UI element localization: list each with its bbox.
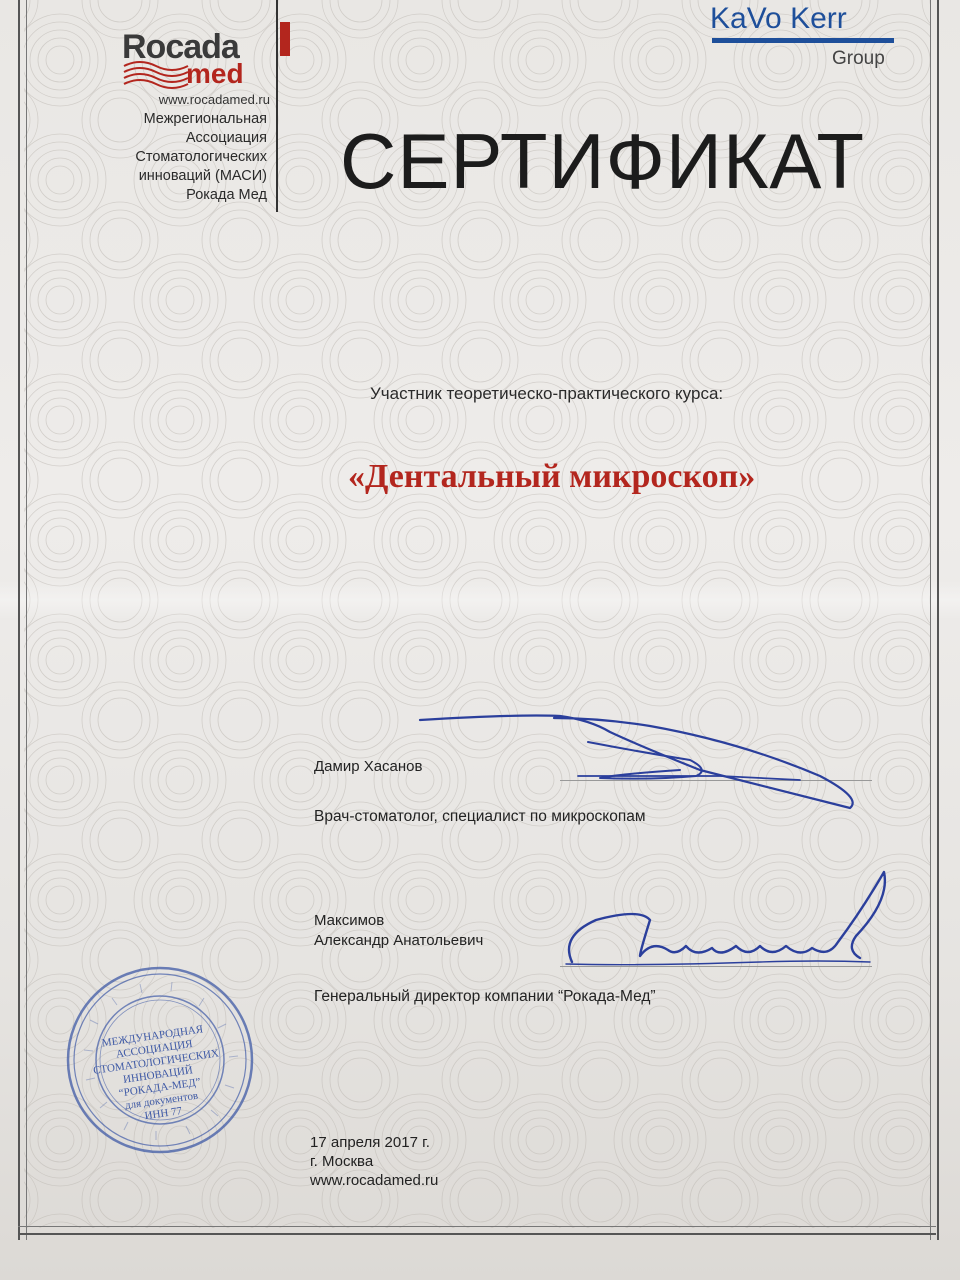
course-name: «Дентальный микроскоп» xyxy=(348,458,756,495)
rocada-url: www.rocadamed.ru xyxy=(158,92,270,107)
association-name: Межрегиональная Ассоциация Стоматологических инноваций (МАСИ) Рокада Мед xyxy=(135,111,267,203)
seal-stamp-text: МЕЖДУНАРОДНАЯ АССОЦИАЦИЯ СТОМАТОЛОГИЧЕСКИХ ИННОВАЦИЙ “РОКАДА-МЕД” для документов ИНН 77 xyxy=(92,1023,220,1123)
kavo-logo-word: KaVo Kerr xyxy=(710,2,847,35)
signatory-1-position: Врач-стоматолог, специалист по микроскопам xyxy=(314,808,646,825)
frame-left-border xyxy=(18,0,27,1240)
kavo-logo-bar xyxy=(712,38,894,43)
frame-bottom-border xyxy=(18,1226,936,1235)
certificate-title: СЕРТИФИКАТ xyxy=(340,117,865,205)
paper-fold xyxy=(0,580,960,620)
signatory-2-line xyxy=(560,966,872,967)
frame-right-border xyxy=(930,0,939,1240)
signatory-2-name: Максимов Александр Анатольевич xyxy=(314,912,484,949)
signatory-1-name: Дамир Хасанов xyxy=(314,758,423,775)
participant-line: Участник теоретическо-практического курса: xyxy=(370,384,724,403)
kavo-logo-sub: Group xyxy=(832,48,885,69)
footer-date-place-url: 17 апреля 2017 г. г. Москва www.rocadamed.ru xyxy=(310,1134,439,1189)
rocada-logo-accent: med xyxy=(186,58,244,89)
rocada-logo-word: Rocada xyxy=(122,28,239,66)
signatory-2-position: Генеральный директор компании “Рокада-Мед” xyxy=(314,988,656,1005)
signatory-1-line xyxy=(560,780,872,781)
